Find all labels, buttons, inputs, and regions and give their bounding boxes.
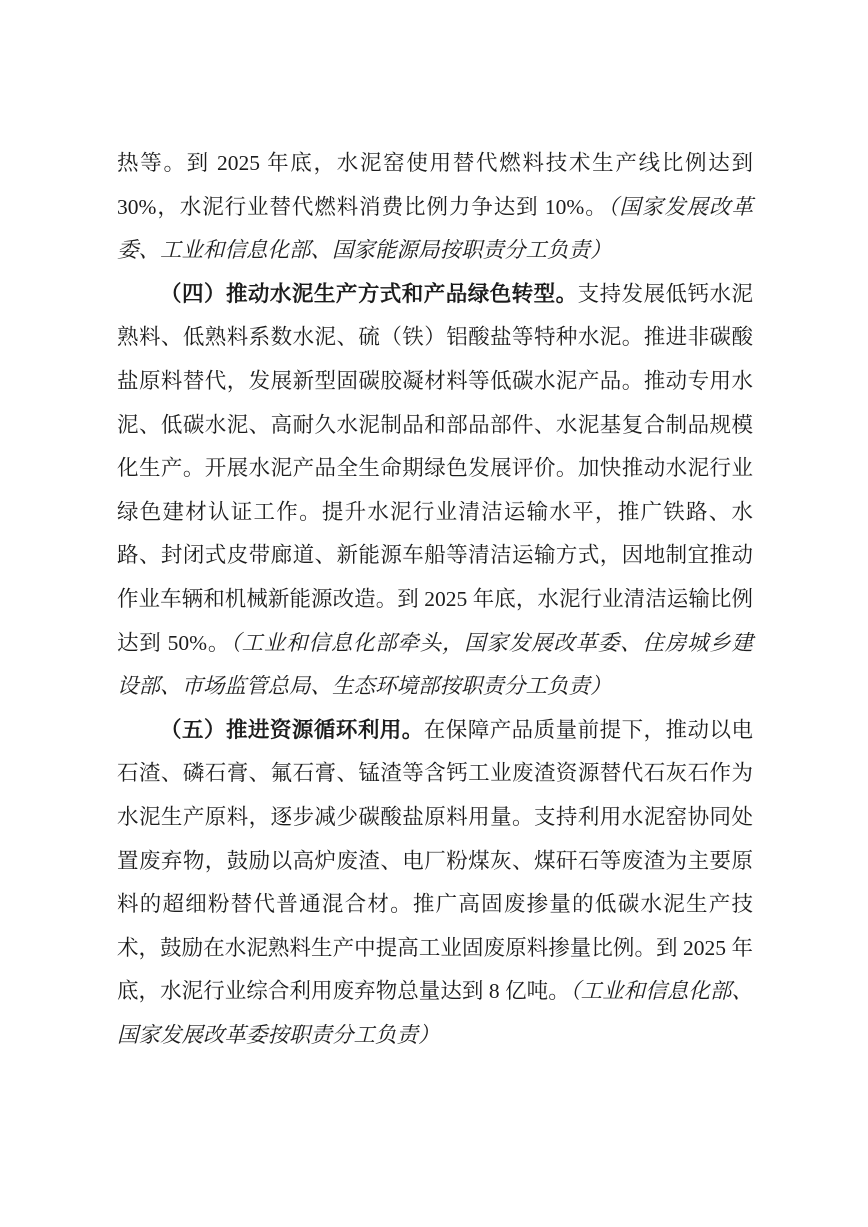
paragraph — [117, 273, 753, 709]
body-text: 热等。到 2025 年底，水泥窑使用替代燃料技术生产线比例达到 30%，水泥行业替代燃料消费比例力争达到 10%。 — [117, 151, 753, 219]
body-text: 支持发展低钙水泥熟料、低熟料系数水泥、硫（铁）铝酸盐等特种水泥。推进非碳酸盐原料替代，发展新型固碳胶凝材料等低碳水泥产品。推动专用水泥、低碳水泥、高耐久水泥制品和部品部件、水泥基复合制品规模化生产。开展水泥产品全生命期绿色发展评价。加快推动水泥行业绿色建材认证工作。提升水泥行业清洁运输水平，推广铁路、水路、封闭式皮带廊道、新能源车船等清洁运输方式，因地制宜推动作业车辆和机械新能源改造。到 2025 年底，水泥行业清洁运输比例达到 50%。 — [117, 281, 753, 655]
paragraph — [117, 142, 753, 273]
responsibility-attribution: （工业和信息化部牵头，国家发展改革委、住房城乡建设部、市场监管总局、生态环境部按职责分工负责） — [117, 630, 753, 699]
section-5-heading: （五）推进资源循环利用。 — [160, 717, 424, 742]
responsibility-attribution: （工业和信息化部、国家发展改革委按职责分工负责） — [117, 979, 753, 1047]
body-text: 在保障产品质量前提下，推动以电石渣、磷石膏、氟石膏、锰渣等含钙工业废渣资源替代石灰石作为水泥生产原料，逐步减少碳酸盐原料用量。支持利用水泥窑协同处置废弃物，鼓励以高炉废渣、电厂粉煤灰、煤矸石等废渣为主要原料的超细粉替代普通混合材。推广高固废掺量的低碳水泥生产技术，鼓励在水泥熟料生产中提高工业固废原料掺量比例。到 2025 年底，水泥行业综合利用废弃物总量达到 8 亿吨。 — [117, 717, 753, 1004]
document-body — [117, 142, 753, 1057]
responsibility-attribution: （国家发展改革委、工业和信息化部、国家能源局按职责分工负责） — [117, 194, 753, 263]
section-4-heading: （四）推动水泥生产方式和产品绿色转型。 — [160, 281, 578, 306]
paragraph — [117, 709, 753, 1058]
